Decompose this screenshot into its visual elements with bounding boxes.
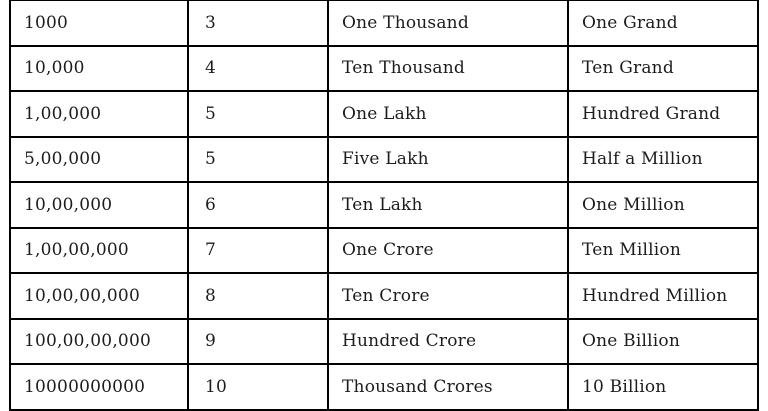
cell-number: 5,00,000 xyxy=(10,137,188,183)
cell-indian-name: One Lakh xyxy=(328,91,568,137)
cell-number: 100,00,00,000 xyxy=(10,319,188,365)
table-row xyxy=(10,182,758,228)
cell-international-name: One Million xyxy=(568,182,758,228)
cell-international-name: Ten Million xyxy=(568,228,758,274)
cell-international-name: 10 Billion xyxy=(568,364,758,410)
cell-zero-count: 5 xyxy=(188,91,328,137)
cell-indian-name: One Thousand xyxy=(328,0,568,46)
cell-international-name: Hundred Grand xyxy=(568,91,758,137)
cell-zero-count: 10 xyxy=(188,364,328,410)
table-row xyxy=(10,319,758,365)
cell-number: 1,00,000 xyxy=(10,91,188,137)
cell-international-name: Half a Million xyxy=(568,137,758,183)
table-row xyxy=(10,46,758,92)
cell-zero-count: 6 xyxy=(188,182,328,228)
table-row xyxy=(10,0,758,46)
cell-indian-name: Ten Thousand xyxy=(328,46,568,92)
cell-indian-name: Ten Lakh xyxy=(328,182,568,228)
cell-number: 10000000000 xyxy=(10,364,188,410)
cell-zero-count: 8 xyxy=(188,273,328,319)
cell-zero-count: 7 xyxy=(188,228,328,274)
table-row xyxy=(10,137,758,183)
cell-zero-count: 5 xyxy=(188,137,328,183)
table-row xyxy=(10,228,758,274)
cell-indian-name: One Crore xyxy=(328,228,568,274)
cell-indian-name: Thousand Crores xyxy=(328,364,568,410)
table-body xyxy=(10,0,758,410)
cell-international-name: One Billion xyxy=(568,319,758,365)
table-row xyxy=(10,91,758,137)
cell-international-name: One Grand xyxy=(568,0,758,46)
cell-zero-count: 4 xyxy=(188,46,328,92)
cell-number: 1000 xyxy=(10,0,188,46)
cell-international-name: Hundred Million xyxy=(568,273,758,319)
cell-indian-name: Five Lakh xyxy=(328,137,568,183)
cell-zero-count: 3 xyxy=(188,0,328,46)
cell-number: 10,000 xyxy=(10,46,188,92)
table-row xyxy=(10,273,758,319)
cell-zero-count: 9 xyxy=(188,319,328,365)
cell-indian-name: Ten Crore xyxy=(328,273,568,319)
cell-number: 10,00,000 xyxy=(10,182,188,228)
number-systems-table xyxy=(9,0,759,411)
cell-indian-name: Hundred Crore xyxy=(328,319,568,365)
cell-international-name: Ten Grand xyxy=(568,46,758,92)
cell-number: 10,00,00,000 xyxy=(10,273,188,319)
cell-number: 1,00,00,000 xyxy=(10,228,188,274)
